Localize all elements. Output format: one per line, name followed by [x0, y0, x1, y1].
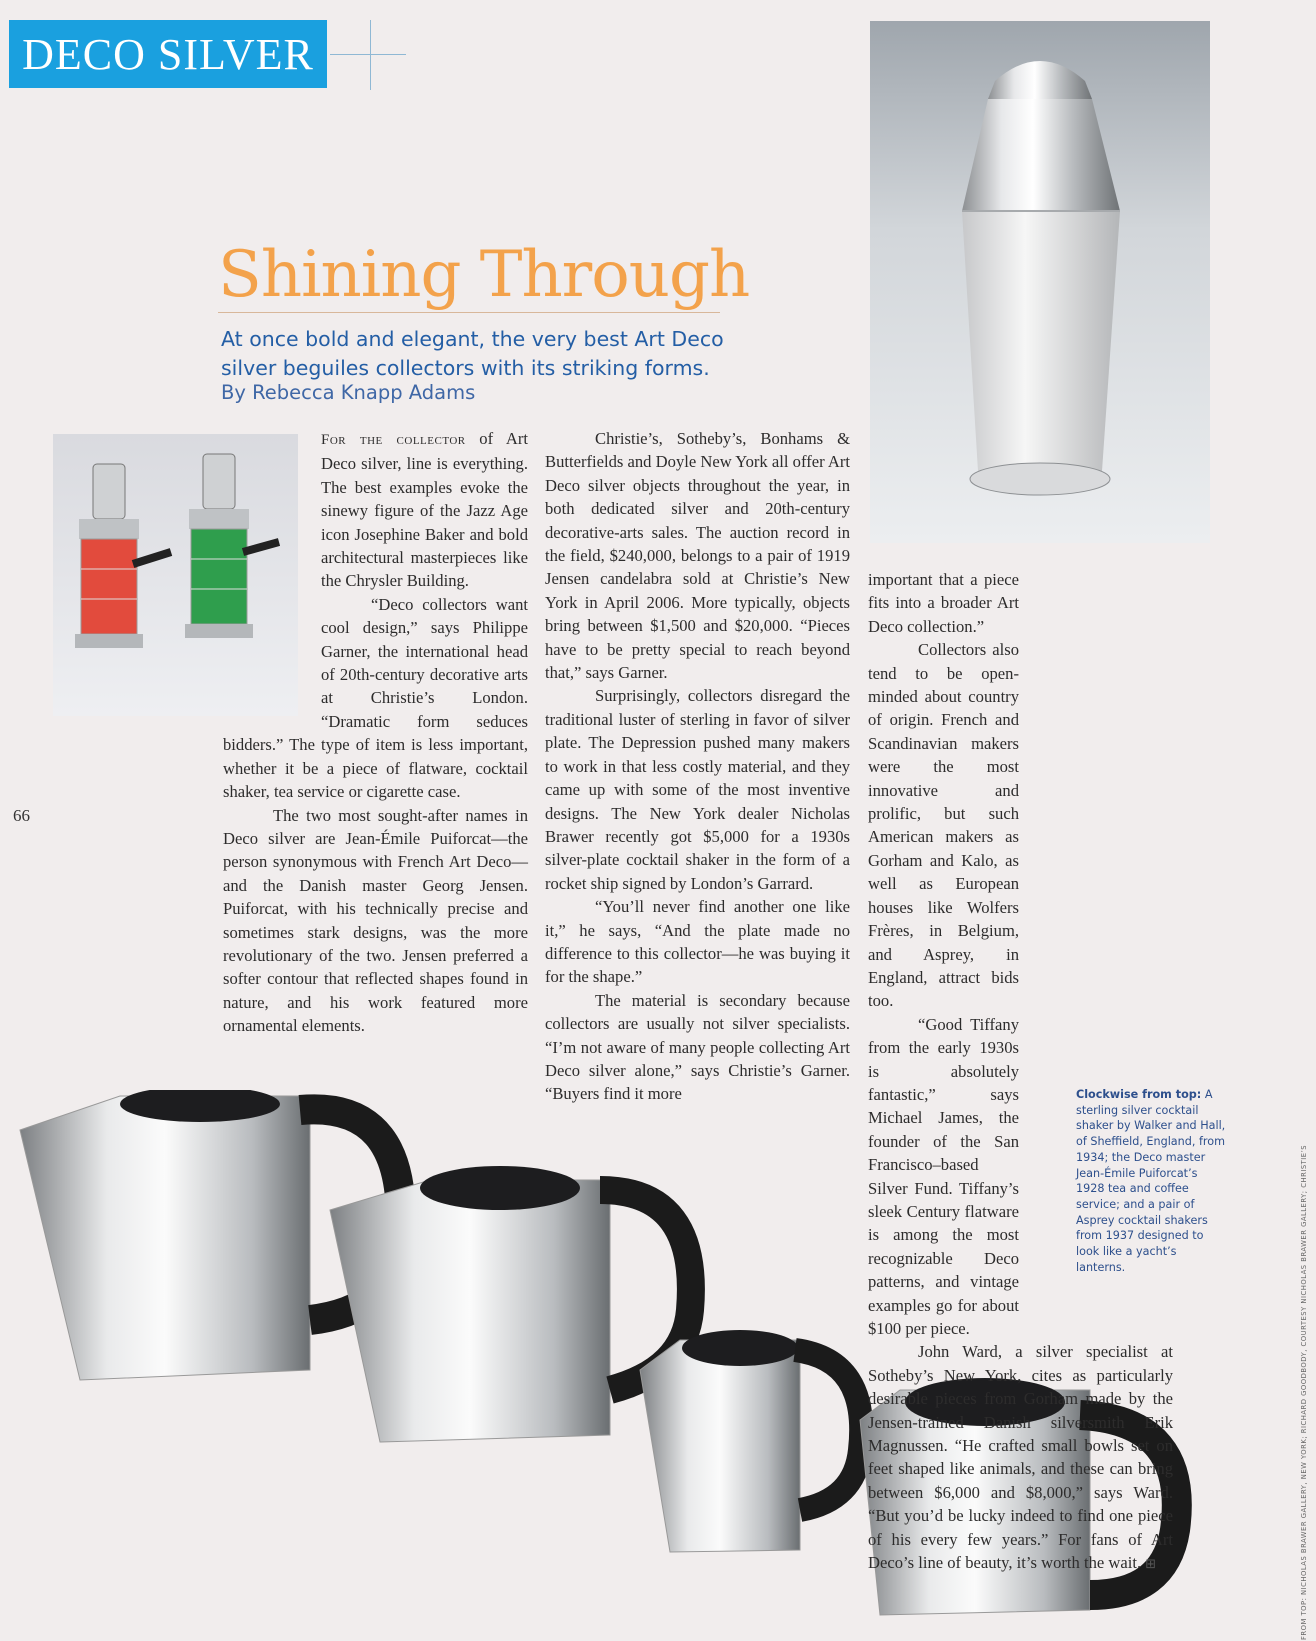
deck: At once bold and elegant, the very best Art Deco silver beguiles collectors with its striking forms. [221, 327, 724, 380]
caption-body: A sterling silver cocktail shaker by Walker and Hall, of Sheffield, England, from 1934; the Deco master Jean-Émile Puiforcat’s 1928 tea and coffee service; and a pair of Asprey cocktail shakers from 1937 designed to look like a yacht’s lanterns. [1076, 1088, 1226, 1274]
paragraph: Christie’s, Sotheby’s, Bonhams & Butterfields and Doyle New York all offer Art Deco silver objects throughout the year, in both dedicated silver and 20th-century decorative-arts sales. The auction record in the field, $240,000, belongs to a pair of 1919 Jensen candelabra sold at Christie’s New York in April 2006. More typically, objects bring between $1,500 and $20,000. “Pieces have to be pretty special to reach beyond that,” says Garner. [545, 429, 850, 683]
headline-rule [218, 312, 720, 313]
article-column-3 [868, 568, 1173, 1576]
shaker-cap [988, 61, 1092, 99]
photo-caption [1076, 1087, 1226, 1275]
caption-head: Clockwise from top: [1076, 1088, 1202, 1101]
crosshair-rule-horizontal [330, 54, 406, 55]
byline: By Rebecca Knapp Adams [221, 381, 476, 404]
article-column-1 [223, 427, 528, 1038]
paragraph: For the collector of Art Deco silver, line is everything. The best examples evoke the sinewy figure of the Jazz Age icon Josephine Baker and bold architectural masterpieces like the Chrysler Building. [321, 429, 528, 591]
shaker-shoulder [962, 99, 1120, 211]
photo-credit: FROM TOP: NICHOLAS BRAWER GALLERY, NEW YORK; RICHARD GOODBODY, COURTESY NICHOLAS BRAWER GALLERY; CHRISTIE’S [1300, 1144, 1308, 1640]
creamer [640, 1330, 861, 1552]
shaker-base [970, 463, 1110, 495]
teapot [330, 1166, 691, 1442]
paragraph: “Deco collectors want cool design,” says Philippe Garner, the international head of 20th-century decorative arts at Christie’s London. “Dramatic form seduces bidders.” The type of item is less important, whether it be a piece of flatware, cocktail shaker, tea service or cigarette case. [223, 594, 528, 802]
paragraph: “You’ll never find another one like it,” he says, “And the plate made no difference to this collector—he was buying it for the shape.” [545, 897, 850, 987]
paragraph: Collectors also tend to be open-minded about country of origin. French and Scandinavian makers were the most innovative and prolific, but such American makers as Gorham and Kalo, as well as European houses like Wolfers Frères, in Belgium, and Asprey, in England, attract bids too. [868, 640, 1019, 1011]
cocktail-shaker-photo [870, 21, 1210, 543]
paragraph: important that a piece fits into a broader Art Deco collection.” [868, 570, 1019, 636]
lantern-photo-wrap-space [223, 427, 321, 725]
lead-in: For the collector [321, 432, 466, 448]
article-column-2 [545, 427, 850, 1106]
page-number: 66 [13, 806, 30, 825]
paragraph: “Good Tiffany from the early 1930s is absolutely fantastic,” says Michael James, the founder of the San Francisco–based Silver Fund. Tiffany’s sleek Century flatware is among the most recognizable Deco patterns, and vintage examples go for about $100 per piece. [868, 1014, 1019, 1338]
crosshair-rule-vertical [370, 20, 371, 90]
red-lantern-shaker [75, 464, 171, 648]
paragraph: The two most sought-after names in Deco silver are Jean-Émile Puiforcat—the person synonymous with French Art Deco—and the Danish master Georg Jensen. Puiforcat, with his technically precise and sometimes stark designs, was the more revolutionary of the two. Jensen preferred a softer contour that reflected shapes found in nature, and his work featured more ornamental elements. [223, 805, 528, 1036]
paragraph: Surprisingly, collectors disregard the traditional luster of sterling in favor of silver plate. The Depression pushed many makers to work in that less costly material, and they came up with some of the most inventive designs. The New York dealer Nicholas Brawer recently got $5,000 for a 1930s silver-plate cocktail shaker in the form of a rocket ship signed by London’s Garrard. [545, 686, 850, 893]
section-label: DECO SILVER [9, 20, 327, 88]
shaker-body [962, 211, 1120, 471]
headline: Shining Through [218, 238, 750, 312]
paragraph: John Ward, a silver specialist at Sotheby’s New York, cites as particularly desirable pieces from Gorham made by the Jensen-trained Danish silversmith Erik Magnussen. “He crafted small bowls set on feet shaped like animals, and these can bring between $6,000 and $8,000,” says Ward. “But you’d be lucky indeed to find one piece of his every few years.” For fans of Art Deco’s line of beauty, it’s worth the wait. ⊞ [868, 1342, 1173, 1573]
paragraph: The material is secondary because collectors are usually not silver specialists. “I’m not aware of many people collecting Art Deco silver alone,” says Christie’s Garner. “Buyers find it more [545, 990, 850, 1104]
end-mark-icon: ⊞ [1145, 1557, 1157, 1573]
